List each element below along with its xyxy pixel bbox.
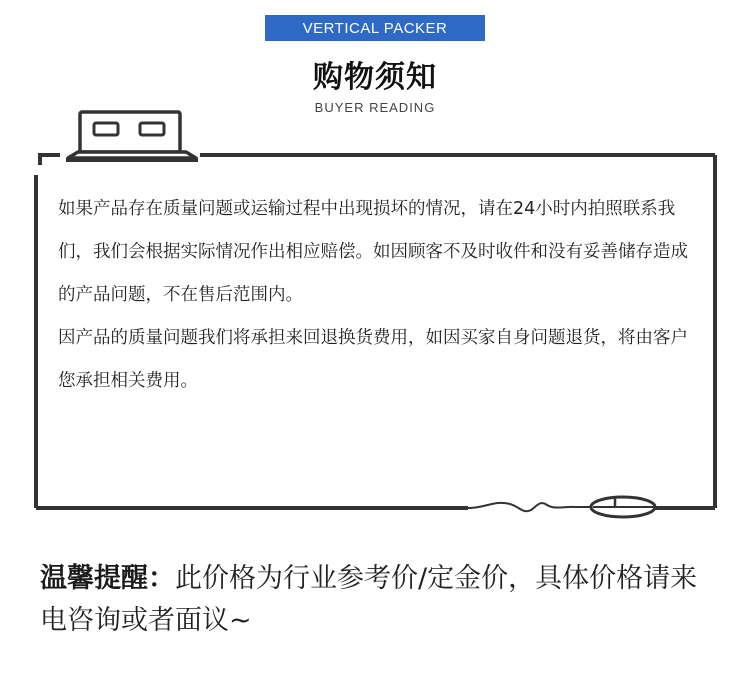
header-badge: VERTICAL PACKER [265,15,485,41]
reminder-label: 温馨提醒： [40,563,175,594]
page-subtitle: BUYER READING [314,100,436,115]
notice-text [58,188,698,403]
page-title: 购物须知 [313,60,437,95]
notice-paragraph-2: 因产品的质量问题我们将承担来回退换货费用，如因买家自身问题退货，将由客户您承担相关费用。 [58,328,688,391]
notice-paragraph-1: 如果产品存在质量问题或运输过程中出现损坏的情况，请在24小时内拍照联系我们，我们会根据实际情况作出相应赔偿。如因顾客不及时收件和没有妥善储存造成的产品问题，不在售后范围内。 [58,199,688,305]
reminder-body: 此价格为行业参考价/定金价，具体价格请来电咨询或者面议~ [40,563,698,636]
laptop-icon [62,110,202,168]
reminder-text [40,558,710,642]
computer-mouse-icon [465,488,665,520]
